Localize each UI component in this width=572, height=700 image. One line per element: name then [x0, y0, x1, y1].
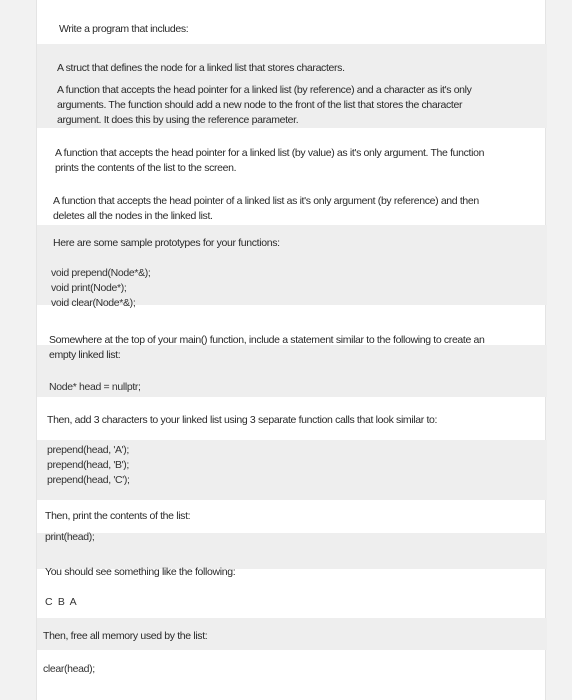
prototype-line: void print(Node*); [51, 282, 127, 294]
print-intro: Then, print the contents of the list: [45, 510, 191, 522]
document-title: Write a program that includes: [59, 23, 189, 35]
clear-call: clear(head); [43, 663, 95, 675]
requirement-struct: A struct that defines the node for a linked list that stores characters. [57, 62, 345, 74]
prepend-call: prepend(head, 'A'); [47, 444, 130, 456]
background-band [37, 533, 547, 569]
print-call: print(head); [45, 531, 95, 543]
prepend-call: prepend(head, 'B'); [47, 459, 130, 471]
main-intro-line: Somewhere at the top of your main() function, include a statement similar to the following to create an [49, 334, 485, 346]
requirement-prepend-line: A function that accepts the head pointer for a linked list (by reference) and a character as it's only [57, 84, 472, 96]
head-declaration: Node* head = nullptr; [49, 381, 141, 393]
requirement-clear-line: deletes all the nodes in the linked list. [53, 210, 213, 222]
prototype-line: void clear(Node*&); [51, 297, 136, 309]
requirement-prepend-line: arguments. The function should add a new node to the front of the list that stores the character [57, 99, 463, 111]
requirement-print-line: A function that accepts the head pointer for a linked list (by value) as it's only argument. The function [55, 147, 485, 159]
expected-output: C B A [45, 596, 78, 608]
expected-intro: You should see something like the following: [45, 566, 236, 578]
prototype-line: void prepend(Node*&); [51, 267, 151, 279]
prepend-call: prepend(head, 'C'); [47, 474, 130, 486]
add-intro: Then, add 3 characters to your linked list using 3 separate function calls that look similar to: [47, 414, 438, 426]
main-intro-line: empty linked list: [49, 349, 121, 361]
document-page [36, 0, 546, 700]
requirement-print-line: prints the contents of the list to the screen. [55, 162, 237, 174]
requirement-prepend-line: argument. It does this by using the reference parameter. [57, 114, 299, 126]
requirement-clear-line: A function that accepts the head pointer of a linked list as it's only argument (by reference) and then [53, 195, 479, 207]
free-intro: Then, free all memory used by the list: [43, 630, 208, 642]
prototypes-intro: Here are some sample prototypes for your functions: [53, 237, 280, 249]
